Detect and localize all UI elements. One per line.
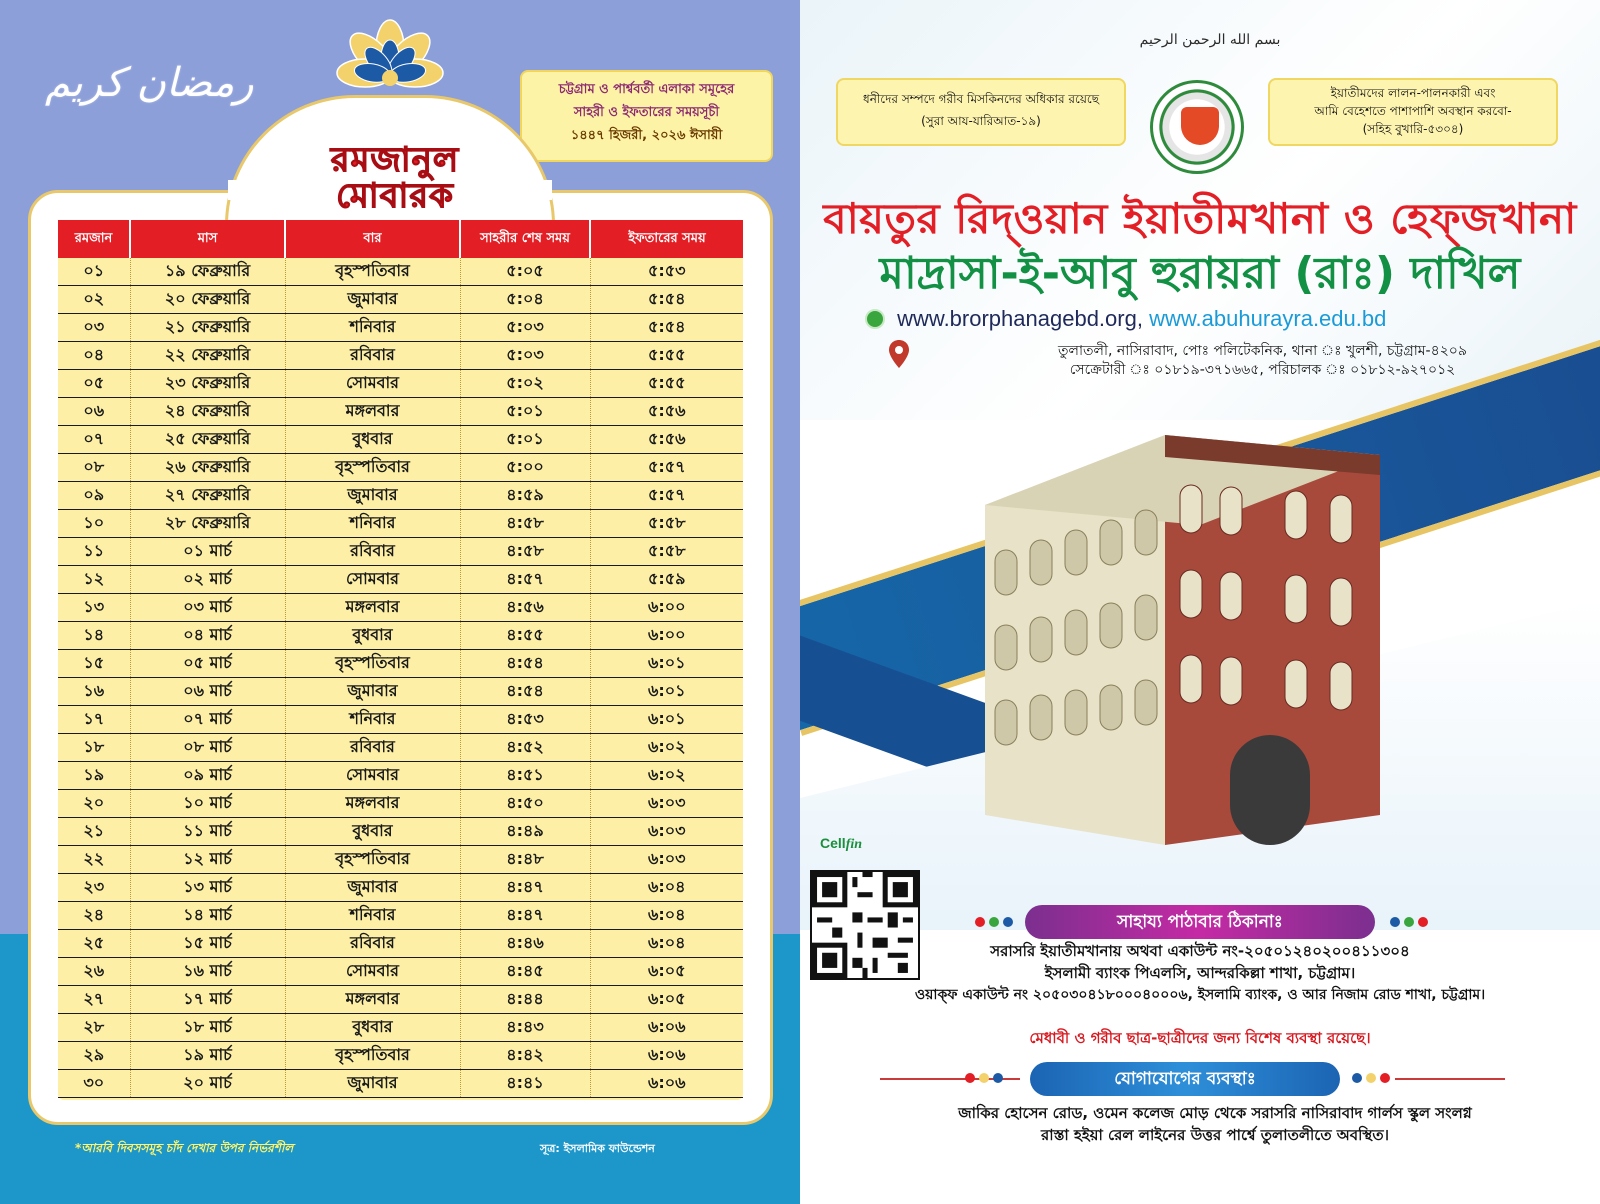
table-cell: ২৮ ফেব্রুয়ারি <box>130 510 285 538</box>
table-cell: ৫:৫৭ <box>590 454 743 482</box>
table-cell: ৬:০২ <box>590 734 743 762</box>
table-cell: ১৫ মার্চ <box>130 930 285 958</box>
table-cell: বুধবার <box>285 818 460 846</box>
table-row <box>58 706 743 734</box>
table-cell: ০৩ <box>58 314 130 342</box>
table-cell: ৬:০২ <box>590 762 743 790</box>
cellfin-logo <box>820 835 862 853</box>
table-cell: ৪:৪৬ <box>460 930 590 958</box>
table-cell: ৫:০৫ <box>460 258 590 286</box>
table-cell: ৬:০৬ <box>590 1042 743 1070</box>
table-row <box>58 482 743 510</box>
table-row <box>58 538 743 566</box>
info-line-1: চট্টগ্রাম ও পার্শ্ববর্তী এলাকা সমূহের <box>558 82 735 97</box>
bank-line-3: ওয়াক্ফ একাউন্ট নং ২০৫০৩০৪১৮০০০৪০০০৬, ইসলামি ব্যাংক, ও আর নিজাম রোড শাখা, চট্টগ্রাম। <box>914 987 1486 1003</box>
table-cell: ১৯ <box>58 762 130 790</box>
info-line-2: সাহরী ও ইফতারের সময়সূচী <box>573 105 720 120</box>
ramadan-mubarak-title <box>325 142 465 214</box>
table-cell: ৪:৪৮ <box>460 846 590 874</box>
table-cell: ৪:৪৯ <box>460 818 590 846</box>
table-cell: ২১ <box>58 818 130 846</box>
title-line-2: মোবারক <box>336 176 454 216</box>
table-cell: জুমাবার <box>285 286 460 314</box>
table-cell: ৬:০৪ <box>590 930 743 958</box>
table-row <box>58 594 743 622</box>
table-cell: জুমাবার <box>285 482 460 510</box>
table-header-cell: সাহরীর শেষ সময় <box>460 220 590 258</box>
quote-right-line-1: ইয়াতীমদের লালন-পালনকারী এবং <box>1330 86 1496 100</box>
table-cell: সোমবার <box>285 566 460 594</box>
table-cell: ৫:৫৯ <box>590 566 743 594</box>
table-cell: ১৯ মার্চ <box>130 1042 285 1070</box>
table-cell: বৃহস্পতিবার <box>285 846 460 874</box>
quote-left-line-2: (সুরা আয-যারিআত-১৯) <box>921 114 1041 128</box>
table-row <box>58 398 743 426</box>
table-cell: ২৯ <box>58 1042 130 1070</box>
divider-right <box>1395 1078 1505 1080</box>
table-cell: ৬:০৬ <box>590 1070 743 1098</box>
table-cell: ১৮ মার্চ <box>130 1014 285 1042</box>
source-credit: সূত্র: ইসলামিক ফাউন্ডেশন <box>540 1142 655 1155</box>
table-cell: ১৪ <box>58 622 130 650</box>
table-cell: ০৩ মার্চ <box>130 594 285 622</box>
table-cell: ৩০ <box>58 1070 130 1098</box>
table-cell: ২৩ <box>58 874 130 902</box>
cellfin-label-suffix: fin <box>845 837 863 852</box>
info-line-3: ১৪৪৭ হিজরী, ২০২৬ ঈসায়ী <box>570 128 723 143</box>
table-cell: সোমবার <box>285 370 460 398</box>
table-header-cell: বার <box>285 220 460 258</box>
table-cell: ৪:৪৪ <box>460 986 590 1014</box>
schedule-info-box <box>520 70 773 162</box>
table-cell: শনিবার <box>285 314 460 342</box>
table-cell: ০৫ মার্চ <box>130 650 285 678</box>
schedule-table-wrap <box>58 220 743 1100</box>
table-cell: ৬:০৪ <box>590 874 743 902</box>
table-cell: বৃহস্পতিবার <box>285 650 460 678</box>
table-header-cell: ইফতারের সময় <box>590 220 743 258</box>
table-cell: শনিবার <box>285 510 460 538</box>
table-cell: ০২ <box>58 286 130 314</box>
table-cell: সোমবার <box>285 762 460 790</box>
table-row <box>58 566 743 594</box>
table-cell: ৬:০১ <box>590 650 743 678</box>
table-cell: রবিবার <box>285 930 460 958</box>
table-cell: জুমাবার <box>285 1070 460 1098</box>
table-cell: মঙ্গলবার <box>285 986 460 1014</box>
table-cell: রবিবার <box>285 342 460 370</box>
table-cell: ০৯ মার্চ <box>130 762 285 790</box>
table-cell: বৃহস্পতিবার <box>285 454 460 482</box>
table-cell: বৃহস্পতিবার <box>285 258 460 286</box>
table-row <box>58 762 743 790</box>
table-row <box>58 622 743 650</box>
table-cell: ২৭ <box>58 986 130 1014</box>
table-cell: ৫:০৩ <box>460 342 590 370</box>
quote-left-line-1: ধনীদের সম্পদে গরীব মিসকিনদের অধিকার রয়েছে <box>862 92 1099 106</box>
table-cell: ২৪ <box>58 902 130 930</box>
table-cell: ৫:৫৮ <box>590 510 743 538</box>
table-row <box>58 650 743 678</box>
table-cell: ২০ মার্চ <box>130 1070 285 1098</box>
website-link-1[interactable]: www.brorphanagebd.org, <box>897 306 1143 331</box>
table-cell: ৫:০০ <box>460 454 590 482</box>
special-note: মেধাবী ও গরীব ছাত্র-ছাত্রীদের জন্য বিশেষ ব্যবস্থা রয়েছে। <box>1029 1029 1371 1047</box>
table-cell: ৫:৫৬ <box>590 398 743 426</box>
table-cell: ২৫ ফেব্রুয়ারি <box>130 426 285 454</box>
table-cell: ০১ <box>58 258 130 286</box>
table-cell: ১৭ মার্চ <box>130 986 285 1014</box>
table-cell: ১৩ <box>58 594 130 622</box>
table-cell: জুমাবার <box>285 678 460 706</box>
bismillah-text: بسم الله الرحمن الرحيم <box>1139 32 1281 48</box>
table-row <box>58 426 743 454</box>
table-row <box>58 1042 743 1070</box>
org-name-line-1: বায়তুর রিদ্ওয়ান ইয়াতীমখানা ও হেফ্জখানা <box>823 194 1577 243</box>
directions-line-2: রাস্তা হইয়া রেল লাইনের উত্তর পার্শ্বে তুলাতলীতে অবস্থিত। <box>1041 1126 1389 1144</box>
bank-details <box>800 940 1600 1006</box>
table-cell: ১৬ মার্চ <box>130 958 285 986</box>
table-cell: ৫:০৩ <box>460 314 590 342</box>
table-cell: ৫:৫৪ <box>590 314 743 342</box>
table-row <box>58 454 743 482</box>
table-cell: ২৭ ফেব্রুয়ারি <box>130 482 285 510</box>
table-cell: ৪:৫০ <box>460 790 590 818</box>
table-cell: ১১ <box>58 538 130 566</box>
table-cell: ৫:০১ <box>460 426 590 454</box>
table-cell: ৫:০৪ <box>460 286 590 314</box>
table-cell: ৬:০১ <box>590 678 743 706</box>
table-cell: ০৭ মার্চ <box>130 706 285 734</box>
table-cell: ০৪ <box>58 342 130 370</box>
table-cell: ১৩ মার্চ <box>130 874 285 902</box>
cellfin-label: Cell <box>820 835 846 851</box>
table-cell: ২২ ফেব্রুয়ারি <box>130 342 285 370</box>
schedule-table <box>58 220 743 1098</box>
table-cell: ৬:০৬ <box>590 1014 743 1042</box>
table-cell: ০১ মার্চ <box>130 538 285 566</box>
madrasa-panel <box>800 0 1600 1204</box>
table-cell: ২৬ <box>58 958 130 986</box>
quote-right-line-3: (সহিহ বুখারি-৫৩০৪) <box>1362 122 1464 136</box>
table-row <box>58 902 743 930</box>
table-cell: ৫:০২ <box>460 370 590 398</box>
table-row <box>58 1070 743 1098</box>
table-cell: বুধবার <box>285 622 460 650</box>
table-cell: ০৯ <box>58 482 130 510</box>
table-cell: রবিবার <box>285 538 460 566</box>
table-cell: ৪:৫১ <box>460 762 590 790</box>
table-cell: ৬:০০ <box>590 594 743 622</box>
directions-block <box>830 1102 1600 1146</box>
table-row <box>58 734 743 762</box>
table-cell: ৫:৫৫ <box>590 370 743 398</box>
table-cell: ৫:০১ <box>460 398 590 426</box>
table-cell: ৪:৫৪ <box>460 650 590 678</box>
table-cell: ৫:৫৮ <box>590 538 743 566</box>
table-cell: ১২ মার্চ <box>130 846 285 874</box>
globe-icon <box>865 309 885 329</box>
ramadan-kareem-calligraphy: رمضان كريم <box>45 60 254 106</box>
table-cell: ৪:৫৪ <box>460 678 590 706</box>
table-cell: রবিবার <box>285 734 460 762</box>
table-cell: ৪:৫২ <box>460 734 590 762</box>
title-line-1: রমজানুল <box>330 140 460 180</box>
table-cell: ৬:০৫ <box>590 986 743 1014</box>
dot-ornament-left-2 <box>965 1073 1003 1083</box>
moon-sighting-footnote: *আরবি দিবসসমূহ চাঁদ দেখার উপর নির্ভরশীল <box>75 1141 294 1155</box>
madrasa-logo <box>1150 80 1244 174</box>
table-row <box>58 258 743 286</box>
table-row <box>58 286 743 314</box>
table-cell: ৫:৫৫ <box>590 342 743 370</box>
table-cell: ৬:০৪ <box>590 902 743 930</box>
table-cell: ৬:০৩ <box>590 818 743 846</box>
table-cell: ২২ <box>58 846 130 874</box>
quote-right-line-2: আমি বেহেশতে পাশাপাশি অবস্থান করবো- <box>1314 104 1512 118</box>
donation-heading-pill: সাহায্য পাঠাবার ঠিকানাঃ <box>1025 905 1375 939</box>
table-cell: বুধবার <box>285 426 460 454</box>
table-cell: ২৮ <box>58 1014 130 1042</box>
table-cell: মঙ্গলবার <box>285 594 460 622</box>
table-cell: ৪:৫৮ <box>460 510 590 538</box>
address-line-2: সেক্রেটারী ঃ ০১৮১৯-৩৭১৬৬৫, পরিচালক ঃ ০১৮১২-৯২৭০১২ <box>1069 362 1456 378</box>
table-row <box>58 958 743 986</box>
directions-line-1: জাকির হোসেন রোড, ওমেন কলেজ মোড় থেকে সরাসরি নাসিরাবাদ গার্লস স্কুল সংলগ্ন <box>958 1104 1472 1122</box>
table-cell: ২০ ফেব্রুয়ারি <box>130 286 285 314</box>
table-cell: ২৬ ফেব্রুয়ারি <box>130 454 285 482</box>
table-cell: ০৮ <box>58 454 130 482</box>
table-cell: ২০ <box>58 790 130 818</box>
table-cell: ৪:৫৯ <box>460 482 590 510</box>
table-cell: ২১ ফেব্রুয়ারি <box>130 314 285 342</box>
table-cell: ৬:০০ <box>590 622 743 650</box>
table-cell: ০২ মার্চ <box>130 566 285 594</box>
table-cell: মঙ্গলবার <box>285 790 460 818</box>
table-cell: ১০ <box>58 510 130 538</box>
contact-heading-pill: যোগাযোগের ব্যবস্থাঃ <box>1030 1062 1340 1096</box>
table-cell: ১১ মার্চ <box>130 818 285 846</box>
table-row <box>58 790 743 818</box>
table-cell: ৬:০১ <box>590 706 743 734</box>
table-cell: ৫:৫৪ <box>590 286 743 314</box>
table-cell: ১৫ <box>58 650 130 678</box>
table-header-cell: রমজান <box>58 220 130 258</box>
table-cell: ৪:৪৫ <box>460 958 590 986</box>
dot-ornament-right <box>1390 917 1428 927</box>
table-row <box>58 510 743 538</box>
address-line-1: তুলাতলী, নাসিরাবাদ, পোঃ পলিটেকনিক, থানা ঃ খুলশী, চট্টগ্রাম-৪২০৯ <box>1058 343 1467 359</box>
table-cell: শনিবার <box>285 902 460 930</box>
table-cell: ৪:৪১ <box>460 1070 590 1098</box>
madrasa-building-illustration <box>985 415 1380 845</box>
table-row <box>58 930 743 958</box>
table-cell: শনিবার <box>285 706 460 734</box>
location-pin-icon <box>888 340 910 368</box>
table-cell: ০৭ <box>58 426 130 454</box>
table-cell: ৪:৪২ <box>460 1042 590 1070</box>
table-cell: ৬:০৩ <box>590 790 743 818</box>
table-cell: ১৪ মার্চ <box>130 902 285 930</box>
table-row <box>58 370 743 398</box>
table-cell: জুমাবার <box>285 874 460 902</box>
table-header-cell: মাস <box>130 220 285 258</box>
quote-box-left <box>836 78 1126 146</box>
table-row <box>58 986 743 1014</box>
website-link-2[interactable]: www.abuhurayra.edu.bd <box>1149 306 1387 331</box>
table-cell: ১৬ <box>58 678 130 706</box>
website-row <box>865 306 1585 332</box>
table-row <box>58 874 743 902</box>
table-cell: বুধবার <box>285 1014 460 1042</box>
dot-ornament-right-2 <box>1352 1073 1390 1083</box>
table-cell: ৫:৫৬ <box>590 426 743 454</box>
table-cell: ৫:৫৭ <box>590 482 743 510</box>
table-cell: ০৬ <box>58 398 130 426</box>
table-cell: ৪:৫৫ <box>460 622 590 650</box>
table-cell: ৪:৪৩ <box>460 1014 590 1042</box>
table-cell: ১৭ <box>58 706 130 734</box>
table-row <box>58 314 743 342</box>
table-cell: মঙ্গলবার <box>285 398 460 426</box>
table-cell: ২৫ <box>58 930 130 958</box>
table-cell: বৃহস্পতিবার <box>285 1042 460 1070</box>
table-cell: ৪:৫৭ <box>460 566 590 594</box>
table-cell: সোমবার <box>285 958 460 986</box>
table-cell: ১২ <box>58 566 130 594</box>
table-cell: ৪:৫৩ <box>460 706 590 734</box>
address-block <box>940 342 1585 380</box>
table-cell: ১০ মার্চ <box>130 790 285 818</box>
bank-line-2: ইসলামী ব্যাংক পিএলসি, আন্দরকিল্লা শাখা, চট্টগ্রাম। <box>1044 964 1356 982</box>
table-cell: ০৪ মার্চ <box>130 622 285 650</box>
quote-box-right <box>1268 78 1558 146</box>
table-cell: ০৮ মার্চ <box>130 734 285 762</box>
org-name-line-2: মাদ্রাসা-ই-আবু হুরায়রা (রাঃ) দাখিল <box>879 248 1521 299</box>
dot-ornament-left <box>975 917 1013 927</box>
table-cell: ১৯ ফেব্রুয়ারি <box>130 258 285 286</box>
table-cell: ৪:৪৭ <box>460 902 590 930</box>
table-row <box>58 846 743 874</box>
table-cell: ৪:৪৭ <box>460 874 590 902</box>
table-row <box>58 818 743 846</box>
table-row <box>58 342 743 370</box>
table-cell: ২৪ ফেব্রুয়ারি <box>130 398 285 426</box>
table-cell: ৫:৫৩ <box>590 258 743 286</box>
bank-line-1: সরাসরি ইয়াতীমখানায় অথবা একাউন্ট নং-২০৫০১২৪০২০০৪১১৩০৪ <box>990 942 1410 960</box>
book-emblem-icon <box>1181 107 1219 145</box>
table-cell: ০৬ মার্চ <box>130 678 285 706</box>
table-cell: ০৫ <box>58 370 130 398</box>
table-cell: ২৩ ফেব্রুয়ারি <box>130 370 285 398</box>
table-cell: ১৮ <box>58 734 130 762</box>
table-cell: ৪:৫৬ <box>460 594 590 622</box>
table-cell: ৬:০৫ <box>590 958 743 986</box>
table-row <box>58 678 743 706</box>
table-cell: ৬:০৩ <box>590 846 743 874</box>
table-cell: ৪:৫৮ <box>460 538 590 566</box>
table-row <box>58 1014 743 1042</box>
